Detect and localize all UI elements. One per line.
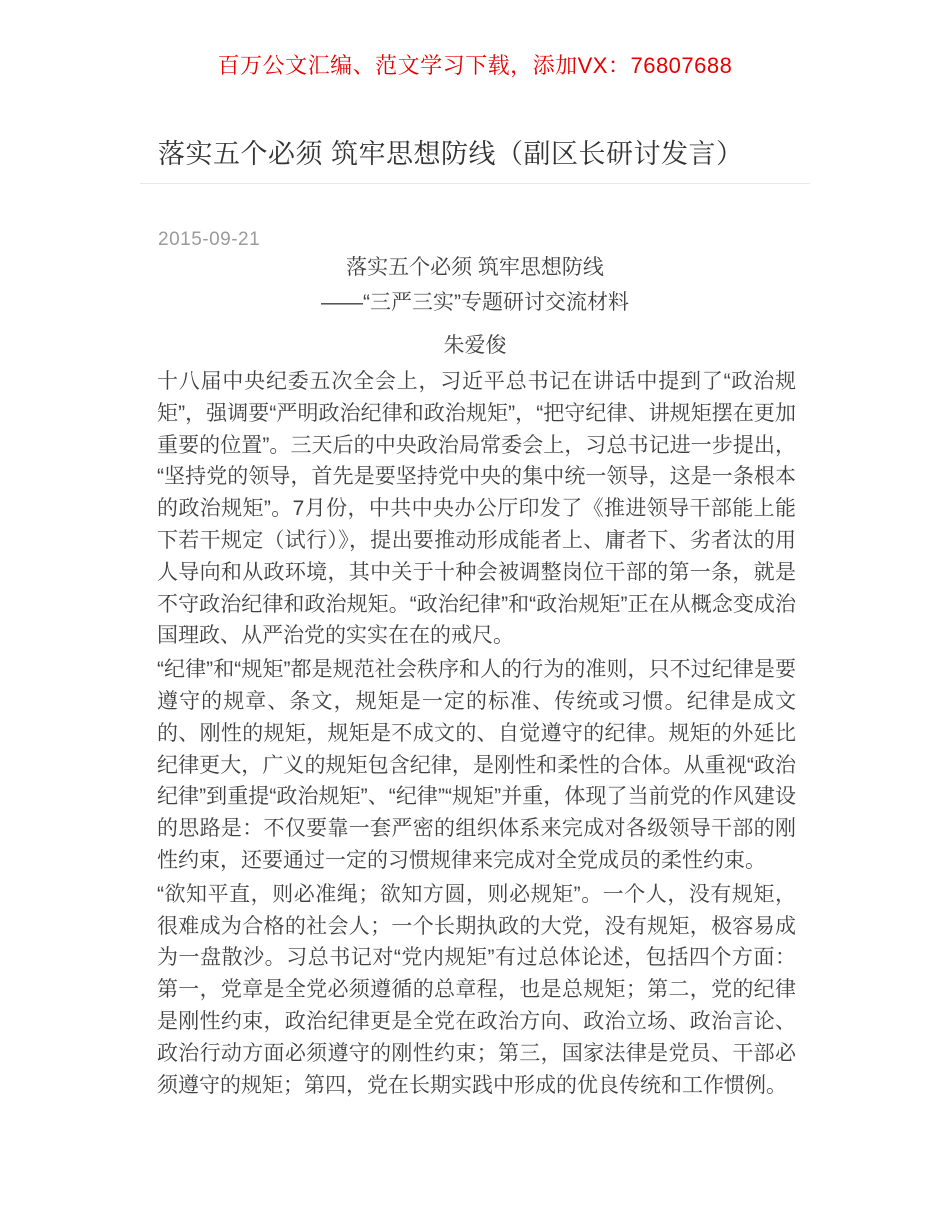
article-container [140, 139, 810, 1101]
article-subheading: ——“三严三实”专题研讨交流材料 [321, 291, 629, 314]
promo-banner-text: 百万公文汇编、范文学习下载，添加VX：76807688 [217, 53, 733, 78]
promo-banner [0, 0, 950, 79]
article-author: 朱爱俊 [443, 334, 507, 357]
article-heading: 落实五个必须 筑牢思想防线 [346, 256, 604, 279]
body-paragraph: “欲知平直，则必准绳；欲知方圆，则必规矩”。一个人，没有规矩，很难成为合格的社会人；一个长期执政的大党，没有规矩，极容易成为一盘散沙。习总书记对“党内规矩”有过总体论述，包括四个方面：第一，党章是全党必须遵循的总章程，也是总规矩；第二，党的纪律是刚性约束，政治纪律更是全党在政治方向、政治立场、政治言论、政治行动方面必须遵守的刚性约束；第三，国家法律是党员、干部必须遵守的规矩；第四，党在长期实践中形成的优良传统和工作惯例。 [157, 882, 796, 1097]
title-divider [140, 183, 810, 184]
article-date: 2015-09-21 [158, 229, 261, 250]
body-paragraph: “纪律”和“规矩”都是规范社会秩序和人的行为的准则，只不过纪律是要遵守的规章、条文，规矩是一定的标准、传统或习惯。纪律是成文的、刚性的规矩，规矩是不成文的、自觉遵守的纪律。规矩的外延比纪律更大，广义的规矩包含纪律，是刚性和柔性的合体。从重视“政治纪律”到重提“政治规矩”、“纪律”“规矩”并重，体现了当前党的作风建设的思路是：不仅要靠一套严密的组织体系来完成对各级领导干部的刚性约束，还要通过一定的习惯规律来完成对全党成员的柔性约束。 [157, 658, 796, 872]
article-title: 落实五个必须 筑牢思想防线（副区长研讨发言） [158, 139, 744, 169]
body-paragraph: 十八届中央纪委五次全会上，习近平总书记在讲话中提到了“政治规矩”，强调要“严明政治纪律和政治规矩”，“把守纪律、讲规矩摆在更加重要的位置”。三天后的中央政治局常委会上，习总书记进一步提出，“坚持党的领导，首先是要坚持党中央的集中统一领导，这是一条根本的政治规矩”。7月份，中共中央办公厅印发了《推进领导干部能上能下若干规定（试行）》，提出要推动形成能者上、庸者下、劣者汰的用人导向和从政环境，其中关于十种会被调整岗位干部的第一条，就是不守政治纪律和政治规矩。“政治纪律”和“政治规矩”正在从概念变成治国理政、从严治党的实实在在的戒尺。 [157, 370, 796, 648]
